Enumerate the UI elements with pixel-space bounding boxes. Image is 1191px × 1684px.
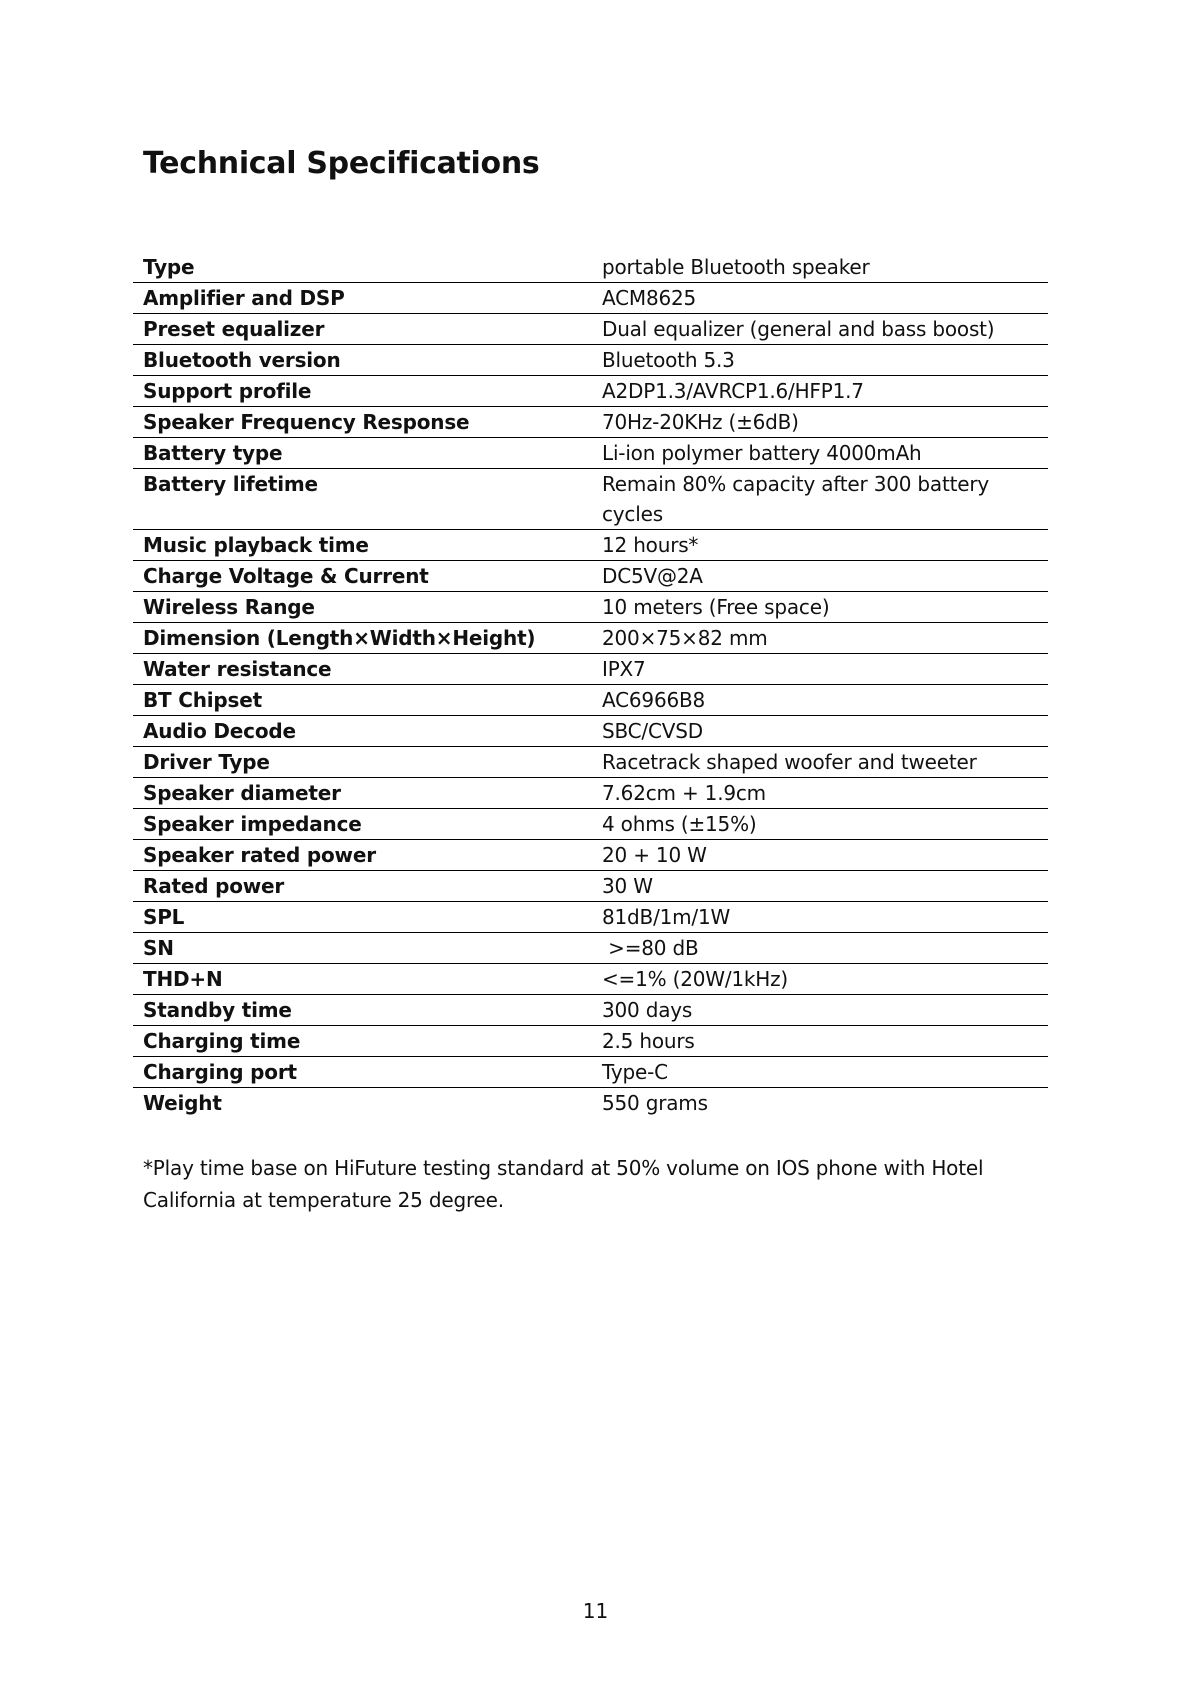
table-row	[133, 747, 1048, 778]
spec-label: THD+N	[143, 967, 223, 991]
spec-value: Remain 80% capacity after 300 battery cycles	[602, 472, 990, 526]
spec-value: Dual equalizer (general and bass boost)	[602, 317, 995, 341]
table-row	[133, 469, 1048, 530]
spec-value: 20 + 10 W	[602, 843, 707, 867]
spec-label: SPL	[143, 905, 185, 929]
spec-label: Weight	[143, 1091, 222, 1115]
spec-value: Li-ion polymer battery 4000mAh	[602, 441, 922, 465]
spec-value: IPX7	[602, 657, 646, 681]
table-row	[133, 1057, 1048, 1088]
spec-label: Speaker Frequency Response	[143, 410, 470, 434]
spec-value: 10 meters (Free space)	[602, 595, 830, 619]
table-row	[133, 1026, 1048, 1057]
table-row	[133, 407, 1048, 438]
table-row	[133, 592, 1048, 623]
spec-value: >=80 dB	[602, 936, 699, 960]
table-row	[133, 871, 1048, 902]
table-row	[133, 252, 1048, 283]
table-row	[133, 685, 1048, 716]
table-row	[133, 438, 1048, 469]
spec-label: Speaker rated power	[143, 843, 376, 867]
spec-label: Charge Voltage & Current	[143, 564, 429, 588]
table-row	[133, 995, 1048, 1026]
spec-value: 300 days	[602, 998, 693, 1022]
table-row	[133, 964, 1048, 995]
spec-label: Speaker diameter	[143, 781, 341, 805]
spec-value: 30 W	[602, 874, 653, 898]
spec-value: 200×75×82 mm	[602, 626, 768, 650]
table-row	[133, 933, 1048, 964]
spec-value: Racetrack shaped woofer and tweeter	[602, 750, 977, 774]
spec-label: Type	[143, 255, 195, 279]
spec-label: Amplifier and DSP	[143, 286, 345, 310]
table-row	[133, 902, 1048, 933]
spec-label: Driver Type	[143, 750, 270, 774]
table-row	[133, 376, 1048, 407]
spec-label: SN	[143, 936, 174, 960]
table-row	[133, 809, 1048, 840]
spec-label: Charging time	[143, 1029, 301, 1053]
footnote: *Play time base on HiFuture testing standard at 50% volume on IOS phone with Hotel California at temperature 25 degree.	[143, 1156, 984, 1212]
spec-value: 4 ohms (±15%)	[602, 812, 757, 836]
spec-label: Battery lifetime	[143, 472, 318, 496]
table-row	[133, 345, 1048, 376]
spec-value: 2.5 hours	[602, 1029, 695, 1053]
spec-label: Wireless Range	[143, 595, 315, 619]
spec-value: AC6966B8	[602, 688, 706, 712]
spec-value: 70Hz-20KHz (±6dB)	[602, 410, 799, 434]
spec-value: 81dB/1m/1W	[602, 905, 731, 929]
spec-value: A2DP1.3/AVRCP1.6/HFP1.7	[602, 379, 864, 403]
table-row	[133, 1088, 1048, 1119]
spec-value: Type-C	[602, 1060, 668, 1084]
page-title: Technical Specifications	[143, 146, 540, 181]
spec-value: 550 grams	[602, 1091, 708, 1115]
table-row	[133, 623, 1048, 654]
spec-label: Standby time	[143, 998, 292, 1022]
table-row	[133, 654, 1048, 685]
page-number: 11	[582, 1599, 609, 1623]
specifications-table	[133, 252, 1048, 1118]
table-row	[133, 840, 1048, 871]
table-row	[133, 716, 1048, 747]
spec-label: BT Chipset	[143, 688, 262, 712]
table-row	[133, 530, 1048, 561]
spec-value: ACM8625	[602, 286, 697, 310]
table-row	[133, 314, 1048, 345]
spec-label: Speaker impedance	[143, 812, 362, 836]
table-row	[133, 778, 1048, 809]
table-row	[133, 561, 1048, 592]
spec-value: SBC/CVSD	[602, 719, 703, 743]
spec-label: Charging port	[143, 1060, 297, 1084]
spec-label: Preset equalizer	[143, 317, 325, 341]
spec-label: Dimension (Length×Width×Height)	[143, 626, 536, 650]
spec-value: portable Bluetooth speaker	[602, 255, 870, 279]
spec-label: Support profile	[143, 379, 312, 403]
spec-label: Rated power	[143, 874, 285, 898]
spec-value: Bluetooth 5.3	[602, 348, 735, 372]
spec-label: Music playback time	[143, 533, 369, 557]
spec-label: Audio Decode	[143, 719, 296, 743]
spec-label: Battery type	[143, 441, 283, 465]
spec-label: Bluetooth version	[143, 348, 341, 372]
spec-label: Water resistance	[143, 657, 332, 681]
spec-value: DC5V@2A	[602, 564, 703, 588]
spec-value: 7.62cm + 1.9cm	[602, 781, 766, 805]
table-row	[133, 283, 1048, 314]
spec-value: 12 hours*	[602, 533, 699, 557]
spec-value: <=1% (20W/1kHz)	[602, 967, 789, 991]
